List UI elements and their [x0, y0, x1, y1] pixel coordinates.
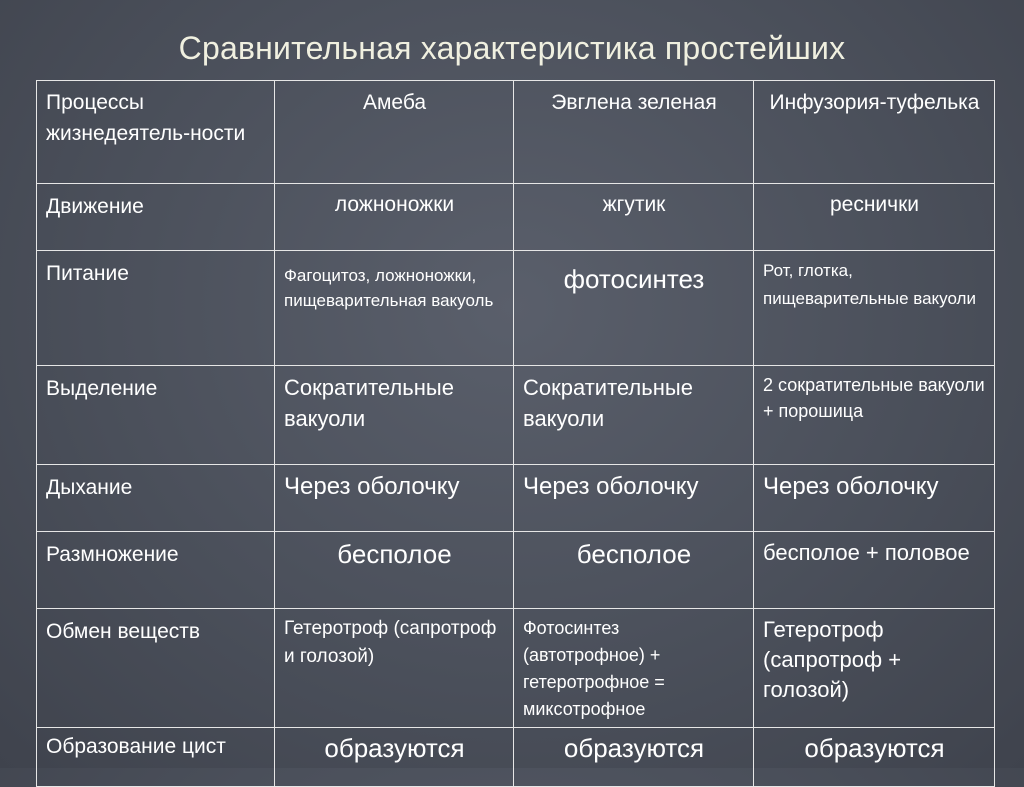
- table-row: [37, 532, 995, 609]
- cell-paramecium: Рот, глотка, пищеварительные вакуоли: [754, 251, 995, 366]
- table-row: [37, 184, 995, 251]
- table-row: [37, 366, 995, 465]
- cell-amoeba: образуются: [275, 728, 514, 787]
- comparison-table: [36, 80, 995, 787]
- row-label: Выделение: [37, 366, 275, 465]
- cell-euglena: жгутик: [514, 184, 754, 251]
- cell-euglena: бесполое: [514, 532, 754, 609]
- table-row: [37, 728, 995, 787]
- slide-title: Сравнительная характеристика простейших: [178, 30, 846, 66]
- cell-paramecium: Через оболочку: [754, 465, 995, 532]
- header-amoeba: Амеба: [275, 81, 514, 184]
- row-label: Обмен веществ: [37, 609, 275, 728]
- cell-paramecium: бесполое + половое: [754, 532, 995, 609]
- row-label: Дыхание: [37, 465, 275, 532]
- cell-paramecium: 2 сократительные вакуоли + порошица: [754, 366, 995, 465]
- row-label: Размножение: [37, 532, 275, 609]
- cell-euglena: фотосинтез: [514, 251, 754, 366]
- header-row: [37, 81, 995, 184]
- cell-amoeba: Через оболочку: [275, 465, 514, 532]
- table-row: [37, 465, 995, 532]
- header-euglena: Эвглена зеленая: [514, 81, 754, 184]
- cell-paramecium: реснички: [754, 184, 995, 251]
- row-label: Образование цист: [37, 728, 275, 787]
- cell-amoeba: Гетеротроф (сапротроф и голозой): [275, 609, 514, 728]
- cell-amoeba: Фагоцитоз, ложноножки, пищеварительная вакуоль: [275, 251, 514, 366]
- cell-amoeba: Сократительные вакуоли: [275, 366, 514, 465]
- row-label: Движение: [37, 184, 275, 251]
- cell-euglena: Сократительные вакуоли: [514, 366, 754, 465]
- cell-amoeba: ложноножки: [275, 184, 514, 251]
- cell-amoeba: бесполое: [275, 532, 514, 609]
- cell-euglena: образуются: [514, 728, 754, 787]
- cell-paramecium: Гетеротроф (сапротроф + голозой): [754, 609, 995, 728]
- header-processes: Процессы жизнедеятель-ности: [37, 81, 275, 184]
- cell-paramecium: образуются: [754, 728, 995, 787]
- header-paramecium: Инфузория-туфелька: [754, 81, 995, 184]
- table-row: [37, 251, 995, 366]
- row-label: Питание: [37, 251, 275, 366]
- cell-euglena: Фотосинтез (автотрофное) + гетеротрофное = миксотрофное: [514, 609, 754, 728]
- cell-euglena: Через оболочку: [514, 465, 754, 532]
- table-row: [37, 609, 995, 728]
